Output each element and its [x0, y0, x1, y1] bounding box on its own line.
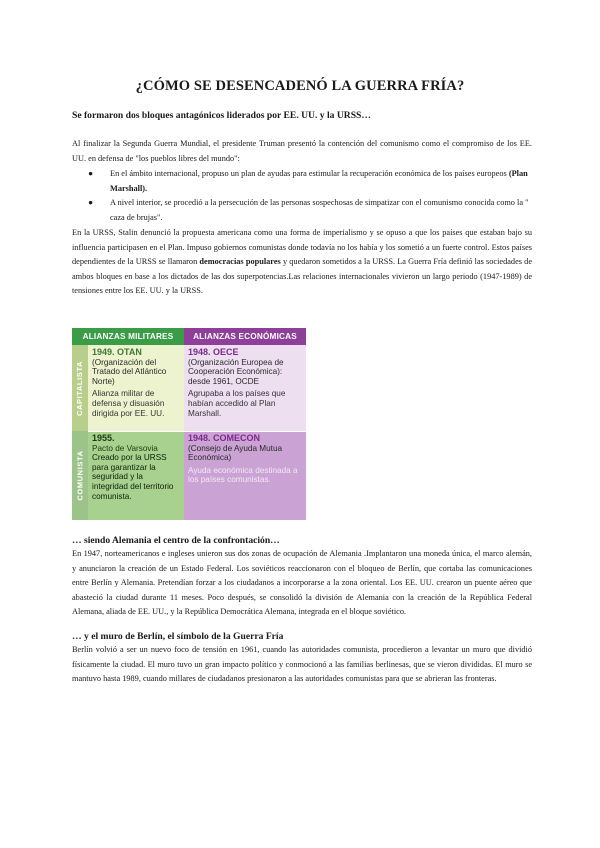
row-label-capitalista	[72, 345, 88, 431]
para1-text-a: En la URSS, Stalin denunció la propuesta americana como una forma de imperialismo y se opuso a que los países que estaban bajo su influencia participasen en el Plan. Impuso gobiernos comunistas donde todavía no los había y los sometió a un fuerte control. Estos países dependientes de la URSS se llamaron	[72, 228, 532, 267]
varsovia-name: Pacto de Varsovia	[92, 443, 158, 453]
cell-otan	[88, 345, 184, 431]
bullet-item-caza-de-brujas	[72, 196, 532, 225]
page-title: ¿CÓMO SE DESENCADENÓ LA GUERRA FRÍA?	[135, 78, 465, 94]
section1-paragraph	[72, 226, 532, 299]
cell-pacto-varsovia	[88, 431, 184, 520]
table-divider	[88, 431, 306, 432]
varsovia-desc: Creado por la URSS para garantizar la seguridad y la integridad del territorio comunista.	[92, 453, 174, 501]
row-label-comunista-text: COMUNISTA	[75, 450, 85, 501]
oece-name: (Organización Europea de Cooperación Económica): desde 1961, OCDE	[188, 357, 284, 386]
para1-bold: democracias populares	[199, 257, 281, 267]
otan-name: (Organización del Tratado del Atlántico Norte)	[92, 357, 167, 386]
comecon-name: (Consejo de Ayuda Mutua Económica)	[188, 443, 283, 463]
header-military-alliances: ALIANZAS MILITARES	[72, 328, 184, 345]
oece-year: 1948. OECE	[188, 347, 239, 357]
cell-comecon	[184, 431, 306, 520]
comecon-year: 1948. COMECON	[188, 433, 261, 443]
comecon-desc: Ayuda económica destinada a los países comunistas.	[188, 465, 298, 485]
alliances-table	[72, 328, 306, 520]
otan-year: 1949. OTAN	[92, 347, 142, 357]
row-label-capitalista-text: CAPITALISTA	[75, 360, 85, 416]
bullet-item-plan-marshall	[72, 167, 532, 196]
section3-heading: … y el muro de Berlín, el símbolo de la Guerra Fría	[72, 631, 284, 642]
bullet-list	[72, 167, 532, 225]
bullet-dot-icon: ●	[88, 198, 94, 208]
bullet-dot-icon: ●	[88, 169, 94, 178]
section2-heading: … siendo Alemania el centro de la confrontación…	[72, 535, 280, 546]
section3-body: Berlín volvió a ser un nuevo foco de tensión en 1961, cuando las autoridades comunista, procedieron a levantar un muro que dividió físicamente la ciudad. El muro tuvo un gran impacto político y conmocionó a las familias berlinesas, que se vieron divididas. El muro se mantuvo hasta 1989, cuando millares de ciudadanos presionaron a las autoridades comunistas para que se abrieran las fronteras.	[72, 645, 532, 684]
oece-desc: Agrupaba a los países que habían accedido al Plan Marshall.	[188, 389, 286, 418]
cell-oece	[184, 345, 306, 431]
para1-text-b: y quedaron sometidos a la URSS. La Guerra Fría definió las sociedades de ambos bloques en base a los dictados de las dos superpotencias.Las relaciones internacionales vivieron un largo periodo (1947-1989) de tensiones entre los EE. UU. y la URSS.	[72, 257, 533, 296]
section1-heading: Se formaron dos bloques antagónicos liderados por EE. UU. y la URSS…	[72, 110, 371, 121]
section1-intro: Al finalizar la Segunda Guerra Mundial, el presidente Truman presentó la contención del comunismo como el compromiso de los EE. UU. en defensa de "los pueblos libres del mundo":	[72, 139, 532, 163]
bullet1-bold: (Plan Marshall).	[110, 169, 528, 193]
otan-desc: Alianza militar de defensa y disuasión dirigida por EE. UU.	[92, 389, 165, 418]
bullet2-text: A nivel interior, se procedió a la persecución de las personas sospechosas de simpatizar con el comunismo conocida como la " caza de brujas".	[110, 198, 529, 222]
header-economic-alliances: ALIANZAS ECONÓMICAS	[184, 328, 306, 345]
varsovia-year: 1955.	[92, 433, 115, 443]
section2-body: En 1947, norteamericanos e ingleses unieron sus dos zonas de ocupación de Alemania .Implantaron una moneda única, el marco alemán, y anunciaron la creación de un Estado Federal. Los soviéticos reaccionaron con el bloqueo de Berlín, que cortaba las comunicaciones entre Berlín y Alemania. Pretendían forzar a los ciudadanos a incorporarse a la zona oriental. Los EE. UU. crearon un puente aéreo que abasteció la ciudad durante 11 meses. Poco después, se consolidó la división de Alemania con la creación de la República Federal Alemana, aliada de EE. UU., y la República Democrática Alemana, integrada en el bloque soviético.	[72, 549, 532, 617]
row-label-comunista	[72, 431, 88, 520]
bullet1-text: En el ámbito internacional, propuso un plan de ayudas para estimular la recuperación económica de los países europeos	[110, 169, 509, 178]
